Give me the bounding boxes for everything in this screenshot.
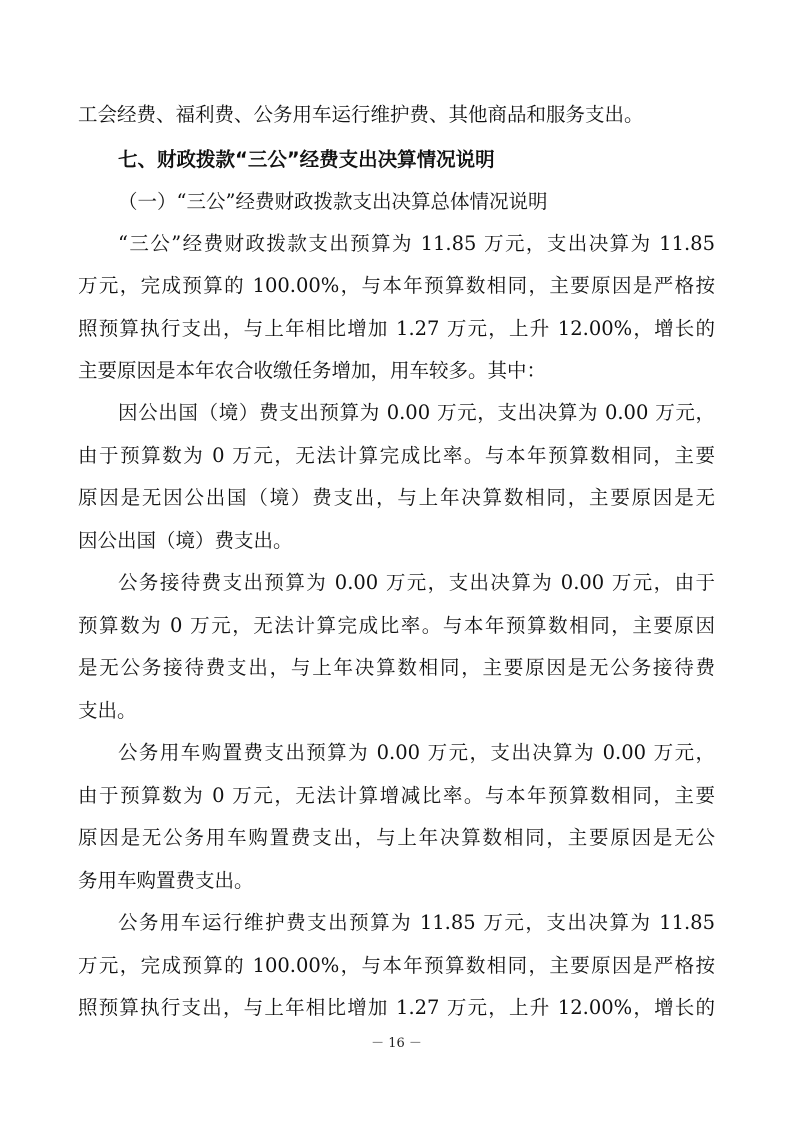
paragraph-line: “三公”经费财政拨款支出预算为 11.85 万元，支出决算为 11.85	[118, 232, 715, 255]
page-number: － 16 －	[371, 1036, 422, 1051]
paragraph-line: 预算数为 0 万元，无法计算完成比率。与本年预算数相同，主要原因	[78, 614, 715, 637]
paragraph-line: 公务用车购置费支出预算为 0.00 万元，支出决算为 0.00 万元，	[118, 741, 715, 764]
paragraph-line: 是无公务接待费支出，与上年决算数相同，主要原因是无公务接待费	[78, 656, 715, 679]
paragraph-line: 主要原因是本年农合收缴任务增加，用车较多。其中：	[78, 359, 547, 382]
paragraph-line: 原因是无因公出国（境）费支出，与上年决算数相同，主要原因是无	[78, 486, 715, 509]
paragraph-line: 公务接待费支出预算为 0.00 万元，支出决算为 0.00 万元，由于	[118, 571, 715, 594]
paragraph-line: 照预算执行支出，与上年相比增加 1.27 万元，上升 12.00%，增长的	[78, 317, 715, 340]
paragraph-line: 因公出国（境）费支出。	[78, 529, 293, 552]
subsection-heading: （一）“三公”经费财政拨款支出决算总体情况说明	[118, 190, 548, 213]
paragraph-line: 照预算执行支出，与上年相比增加 1.27 万元，上升 12.00%，增长的	[78, 996, 715, 1019]
paragraph-line: 公务用车运行维护费支出预算为 11.85 万元，支出决算为 11.85	[118, 911, 715, 934]
text-line: 工会经费、福利费、公务用车运行维护费、其他商品和服务支出。	[78, 103, 644, 126]
paragraph-line: 由于预算数为 0 万元，无法计算完成比率。与本年预算数相同，主要	[78, 444, 715, 467]
paragraph-line: 万元，完成预算的 100.00%，与本年预算数相同，主要原因是严格按	[78, 954, 715, 977]
paragraph-line: 因公出国（境）费支出预算为 0.00 万元，支出决算为 0.00 万元，	[118, 401, 715, 424]
paragraph-line: 支出。	[78, 699, 137, 722]
paragraph-line: 由于预算数为 0 万元，无法计算增减比率。与本年预算数相同，主要	[78, 784, 715, 807]
section-heading: 七、财政拨款“三公”经费支出决算情况说明	[118, 148, 495, 171]
paragraph-line: 务用车购置费支出。	[78, 869, 254, 892]
paragraph-line: 原因是无公务用车购置费支出，与上年决算数相同，主要原因是无公	[78, 826, 715, 849]
paragraph-line: 万元，完成预算的 100.00%，与本年预算数相同，主要原因是严格按	[78, 274, 715, 297]
